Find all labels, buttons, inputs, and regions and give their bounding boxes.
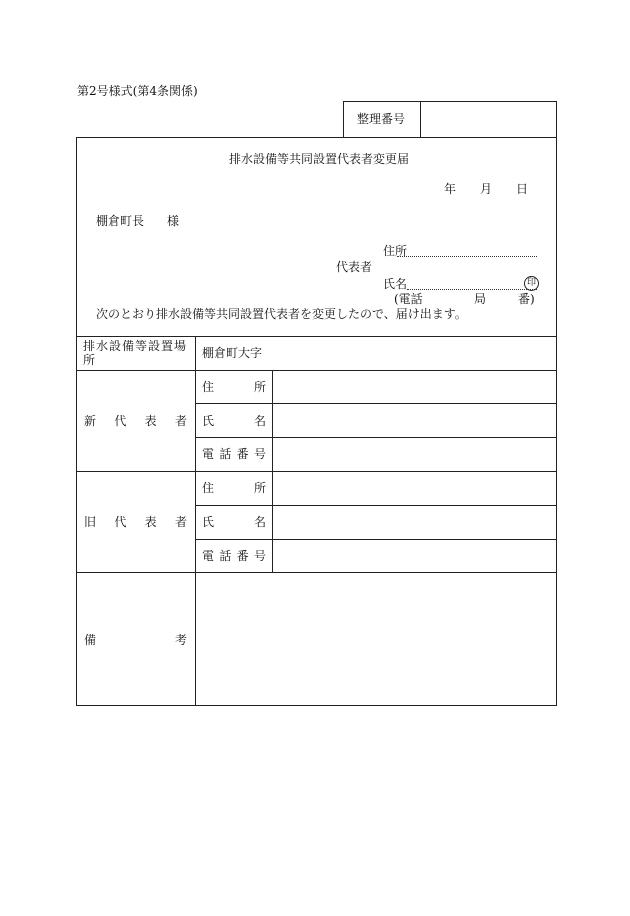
date-day-label: 日: [516, 182, 529, 196]
form-number: 第2号様式(第4条関係): [77, 84, 198, 98]
location-value[interactable]: 棚倉町大字: [202, 346, 263, 360]
old-phone-label: 電 話 番 号: [202, 549, 266, 563]
old-representative-label: 旧 代 表 者: [84, 515, 187, 529]
new-address-label: 住 所: [202, 380, 266, 394]
new-name-field[interactable]: [274, 405, 555, 436]
name-label: 氏名: [383, 277, 408, 291]
phone-open: (電話: [394, 292, 423, 306]
old-name-field[interactable]: [274, 507, 555, 538]
statement: 次のとおり排水設備等共同設置代表者を変更したので、届け出ます。: [96, 307, 467, 321]
phone-office: 局: [474, 292, 487, 306]
name-field[interactable]: [407, 289, 537, 290]
reference-value-field[interactable]: [428, 112, 548, 126]
representative-label: 代表者: [336, 260, 373, 274]
new-name-label: 氏 名: [202, 414, 266, 428]
location-label: 排水設備等設置場所: [83, 339, 188, 367]
address-label: 住所: [383, 244, 408, 258]
new-phone-field[interactable]: [274, 439, 555, 470]
new-phone-label: 電 話 番 号: [202, 447, 266, 461]
form-title: 排水設備等共同設置代表者変更届: [229, 152, 410, 166]
phone-close: 番): [518, 292, 535, 306]
old-phone-field[interactable]: [274, 541, 555, 571]
date-month-label: 月: [480, 182, 493, 196]
old-name-label: 氏 名: [202, 515, 266, 529]
seal-mark: 印: [524, 276, 539, 291]
old-address-label: 住 所: [202, 481, 266, 495]
new-address-field[interactable]: [274, 372, 555, 402]
reference-label: 整理番号: [357, 112, 406, 126]
remarks-field[interactable]: [197, 574, 555, 704]
honorific: 様: [167, 214, 180, 228]
remarks-label: 備 考: [84, 633, 187, 647]
new-representative-label: 新 代 表 者: [84, 414, 187, 428]
addressee: 棚倉町長: [96, 214, 145, 228]
date-year-label: 年: [444, 182, 457, 196]
old-address-field[interactable]: [274, 473, 555, 504]
address-field[interactable]: [397, 256, 537, 257]
